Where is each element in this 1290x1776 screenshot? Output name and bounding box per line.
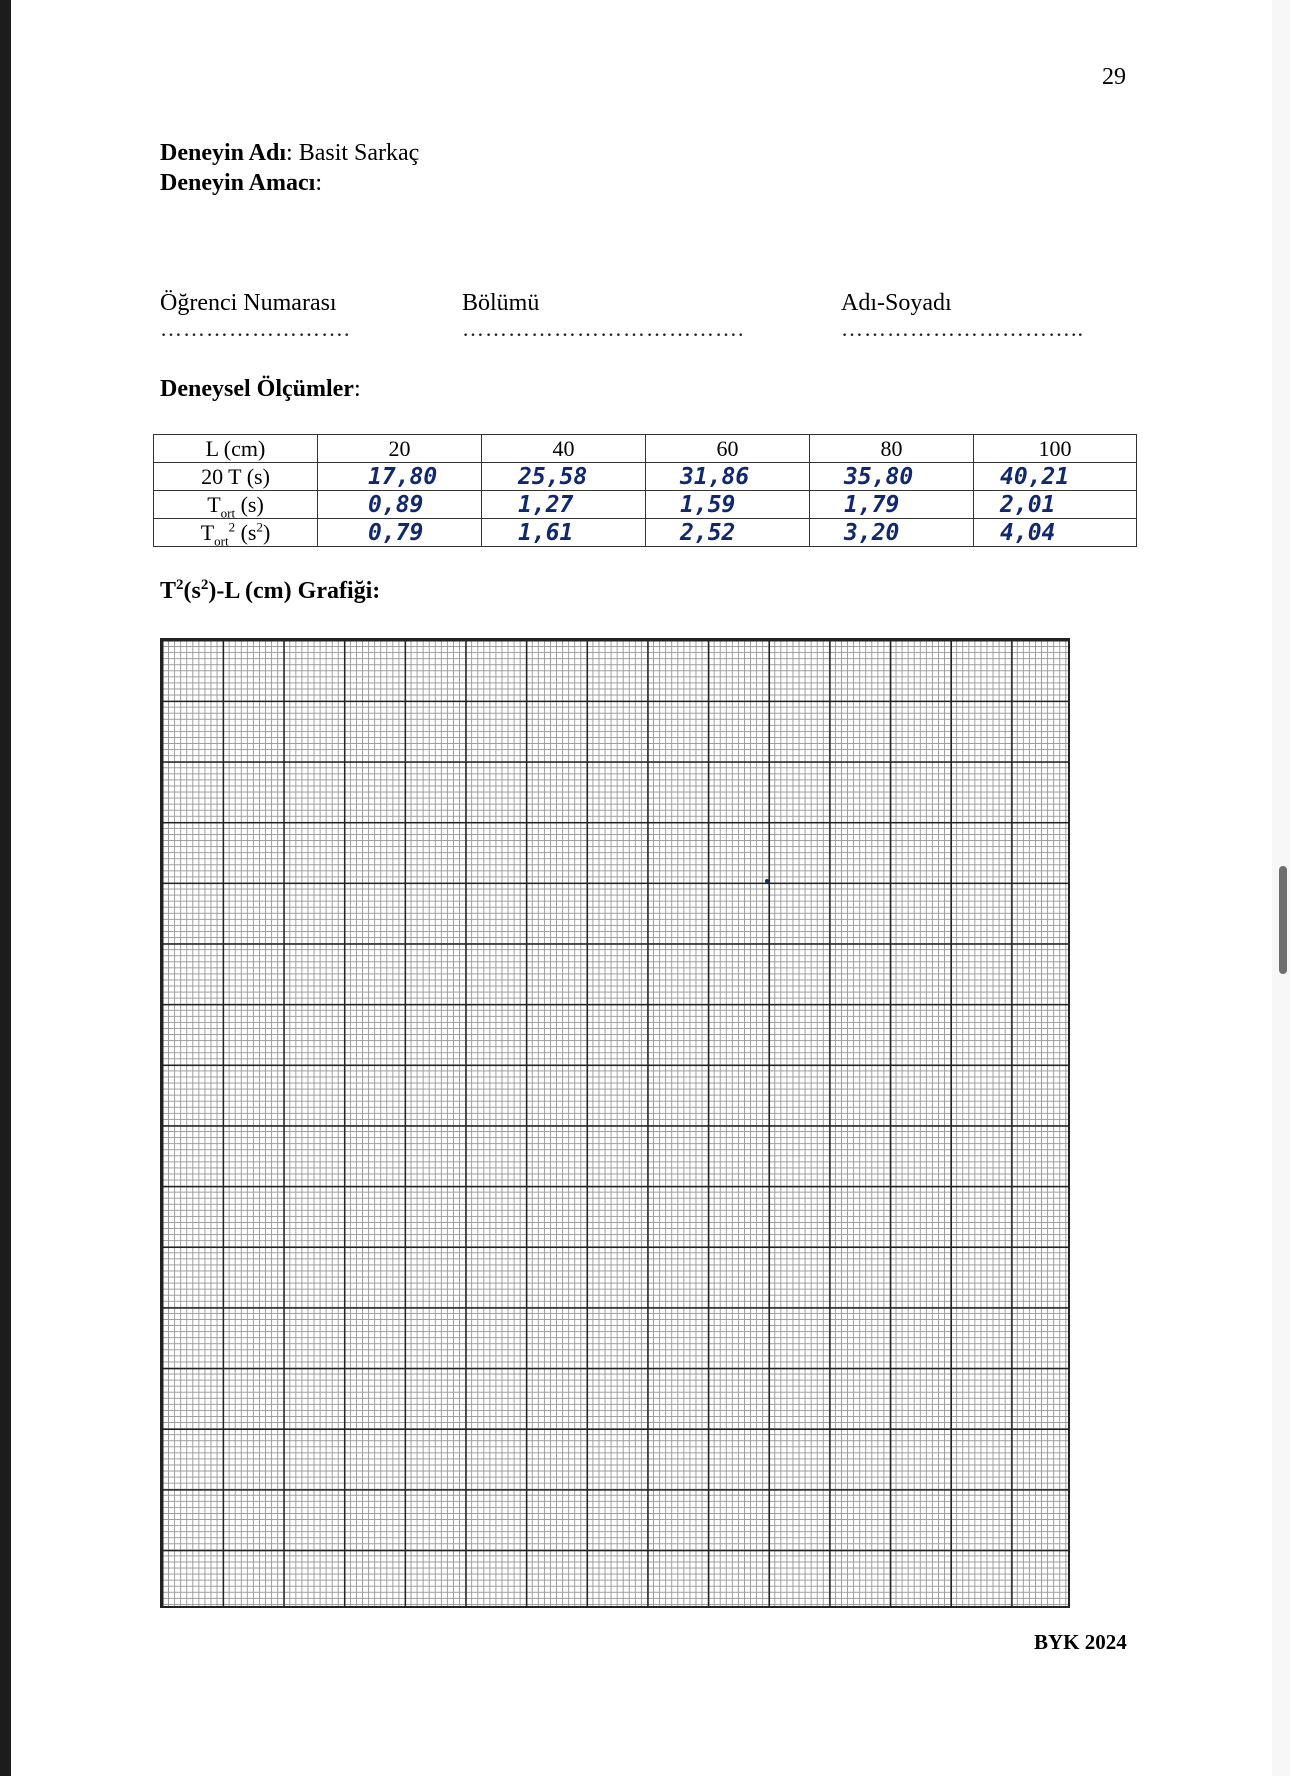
length-row-label: L (cm) (154, 435, 318, 463)
table-row (154, 491, 1137, 519)
twenty-periods-cell[interactable]: 35,80 (810, 463, 974, 491)
avg-period-cell[interactable]: 2,01 (974, 491, 1137, 519)
length-cell: 80 (810, 435, 974, 463)
avg-period-row-label (154, 491, 318, 519)
experiment-name-value: Basit Sarkaç (298, 140, 420, 166)
experiment-name-line (160, 140, 419, 167)
page-footer: BYK 2024 (1034, 1630, 1127, 1654)
graph-heading-sup2: 2 (200, 577, 209, 593)
measurements-table (153, 434, 1137, 547)
graph-heading-sup1: 2 (176, 577, 184, 593)
experiment-name-label: Deneyin Adı (160, 140, 287, 166)
graph-heading (160, 578, 380, 605)
graph-heading-end: )-L (cm) Grafiği: (208, 578, 381, 604)
twenty-periods-cell[interactable]: 25,58 (482, 463, 646, 491)
avg-period-cell[interactable]: 0,89 (318, 491, 482, 519)
graph-ink-dot (765, 879, 769, 883)
avg-period-sq-unit-open: (s (235, 519, 257, 545)
graph-heading-t: T (160, 578, 177, 604)
avg-period-label-sub: ort (220, 504, 236, 520)
avg-period-sq-unit-sup: 2 (256, 519, 263, 535)
graph-heading-mid: (s (183, 578, 201, 604)
avg-period-cell[interactable]: 1,59 (646, 491, 810, 519)
table-row (154, 435, 1137, 463)
measurements-heading-text: Deneysel Ölçümler (160, 376, 354, 402)
avg-period-sq-row-label (154, 519, 318, 547)
avg-period-sq-label-sub: ort (214, 532, 229, 548)
twenty-periods-cell[interactable]: 31,86 (646, 463, 810, 491)
avg-period-cell[interactable]: 1,79 (810, 491, 974, 519)
avg-period-sq-unit-close: ) (262, 519, 271, 545)
viewer-scrollbar-thumb[interactable] (1279, 866, 1287, 974)
avg-period-sq-cell[interactable]: 3,20 (810, 519, 974, 547)
experiment-name-colon: : (286, 140, 293, 166)
avg-period-label-main: T (207, 491, 221, 517)
length-cell: 20 (318, 435, 482, 463)
viewer-left-edge (0, 0, 11, 1776)
experiment-purpose-label: Deneyin Amacı (160, 170, 316, 196)
measurements-heading-colon: : (353, 376, 361, 402)
full-name-label: Adı-Soyadı (841, 290, 952, 316)
avg-period-sq-cell[interactable]: 4,04 (974, 519, 1137, 547)
full-name-field[interactable]: ………………………….. (841, 316, 1084, 341)
department-field[interactable]: ………………………………. (462, 316, 745, 341)
experiment-purpose-colon: : (315, 170, 322, 196)
length-cell: 40 (482, 435, 646, 463)
avg-period-sq-label-main: T (200, 519, 215, 545)
avg-period-cell[interactable]: 1,27 (482, 491, 646, 519)
measurements-heading (160, 376, 361, 403)
department-label: Bölümü (462, 290, 540, 316)
length-cell: 60 (646, 435, 810, 463)
graph-paper[interactable] (160, 638, 1070, 1608)
twenty-periods-cell[interactable]: 40,21 (974, 463, 1137, 491)
length-cell: 100 (974, 435, 1137, 463)
avg-period-sq-label-sup: 2 (228, 519, 236, 535)
student-number-label: Öğrenci Numarası (160, 290, 337, 316)
experiment-purpose-line (160, 170, 322, 197)
avg-period-label-rest: (s) (235, 491, 264, 517)
avg-period-sq-cell[interactable]: 2,52 (646, 519, 810, 547)
viewer-scrollbar-track[interactable] (1272, 0, 1290, 1776)
table-row (154, 519, 1137, 547)
page-number: 29 (1102, 64, 1126, 90)
avg-period-sq-cell[interactable]: 0,79 (318, 519, 482, 547)
twenty-periods-cell[interactable]: 17,80 (318, 463, 482, 491)
table-row (154, 463, 1137, 491)
twenty-periods-row-label: 20 T (s) (154, 463, 318, 491)
student-number-field[interactable]: ……………………. (160, 316, 351, 341)
avg-period-sq-cell[interactable]: 1,61 (482, 519, 646, 547)
